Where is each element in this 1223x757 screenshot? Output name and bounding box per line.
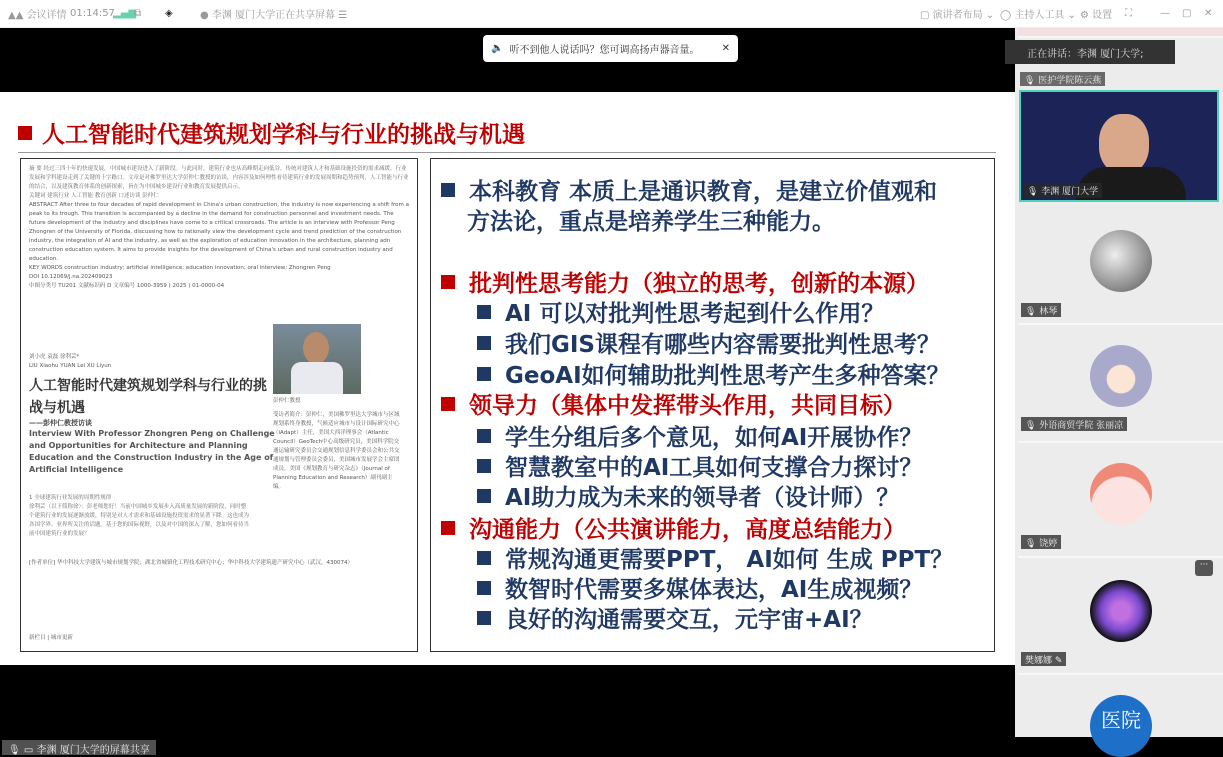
slide-bullet xyxy=(441,387,906,420)
keywords-en: KEY WORDS construction industry; artificial intelligence; education innovation; oral interview; Zhongren Peng xyxy=(29,265,331,271)
layout-button[interactable]: ▢ 演讲者布局 ⌄ xyxy=(920,10,995,21)
body-text: 徐利芸（以下简称徐）：彭老师您好！当前中国城乡发展步入高质量发展的新阶段，同时整个建筑行业的发展逐渐放缓，特别是对人才需求和基础设施投资需求的显著下降。这也成为各国学界、业界所关注的话题。基于您的国际视野，以及对中国的深入了解，您如何看待当前中国建筑行业的发展？ xyxy=(29,504,250,537)
paper-title-cn: 人工智能时代建筑规划学科与行业的挑战与机遇 xyxy=(29,378,267,416)
top-toolbar xyxy=(0,0,1223,28)
sharer-label: 🎙 ▭ 李渊 厦门大学的屏幕共享 xyxy=(2,740,156,755)
bullet-text: 我们GIS课程有哪些内容需要批判性思考？ xyxy=(505,332,941,358)
keywords-cn: 关键词 建筑行业 人工智能 教育创新 口述访谈 彭仲仁 xyxy=(29,193,159,199)
bullet-text: 批判性思考能力（独立的思考，创新的本源） xyxy=(469,271,929,297)
speaker-icon: 🔈 xyxy=(491,43,504,54)
avatar xyxy=(1090,580,1152,642)
bullet-square-icon xyxy=(441,397,455,411)
participant-name: 樊娜娜 ✎ xyxy=(1021,652,1066,666)
slide xyxy=(0,92,1015,665)
bullet-text: 数智时代需要多媒体表达，AI生成视频？ xyxy=(505,577,923,603)
bullet-text: GeoAI如何辅助批判性思考产生多种答案？ xyxy=(505,363,950,389)
bullet-text: AI 可以对批判性思考起到什么作用？ xyxy=(505,301,885,327)
meeting-info-button[interactable]: ▲▲ 会议详情 xyxy=(8,10,67,21)
bullet-square-icon xyxy=(477,581,491,595)
slide-bullet xyxy=(441,265,929,298)
slide-title: 人工智能时代建筑规划学科与行业的挑战与机遇 xyxy=(18,116,525,149)
bullet-text: 本科教育 本质上是通识教育，是建立价值观和 xyxy=(469,179,938,205)
participant-name: 🎙 饶婷 xyxy=(1021,535,1061,549)
settings-button[interactable]: ⚙ 设置 xyxy=(1080,10,1113,21)
classification: 中图分类号 TU201 文献标识码 D 文章编号 1000-3959 ( 2025 ) 01-0000-04 xyxy=(29,283,225,289)
bullet-box xyxy=(430,158,995,652)
authors-en: LIU Xiaohu YUAN Lei XU Liyun xyxy=(29,363,112,369)
volume-toast xyxy=(483,35,738,62)
bullet-square-icon xyxy=(477,489,491,503)
participant-tile-top xyxy=(1018,28,1223,38)
popout-icon[interactable]: ⧉ xyxy=(134,8,142,19)
avatar xyxy=(1090,463,1152,525)
avatar: 医院 xyxy=(1090,695,1152,757)
slide-bullet xyxy=(441,511,906,544)
bullet-square-icon xyxy=(477,336,491,350)
bullet-text: 常规沟通更需要PPT， AI如何 生成 PPT？ xyxy=(505,547,954,573)
section-heading: 1 全球建筑行业发展的周期性规律 xyxy=(29,495,112,501)
slide-bullet xyxy=(477,541,953,574)
screen-share-area xyxy=(0,28,1015,756)
slide-bullet xyxy=(441,173,937,206)
paper-title-en: Interview With Professor Zhongren Peng on Challenge and Opportunities for Architecture and Planning Education and the Construction Industry in the Age of Artificial Intelligence xyxy=(29,429,275,474)
slide-bullet xyxy=(477,326,940,359)
video-name-tag: 🎙 李渊 厦门大学 xyxy=(1023,183,1102,198)
slide-bullet xyxy=(477,571,922,604)
authors-cn: 刘小虎 袁磊 徐利芸* xyxy=(29,354,80,360)
active-speaker-video[interactable] xyxy=(1019,90,1219,202)
bullet-text: 良好的沟通需要交互，元宇宙+AI？ xyxy=(505,607,873,633)
abstract-cn: 摘 要 经过三四十年的快速发展，中国城市建设进入了新阶段。与此同时，建筑行业也从高峰期走向低谷，传统对建筑人才和基础设施投资的需求减缓。行业发展和学科建设走到了关键的十字路口。文章是对佛罗里达大学彭仲仁教授的访谈，内容涉及如何理性看待建筑行业的发展周期和趋势预判，人工智能与行业的结合，以及建筑教育体系的创新探索，旨在为中国城乡建设行业和教育发展提供启示。 xyxy=(29,166,409,190)
bullet-square-icon xyxy=(441,183,455,197)
bullet-text: AI助力成为未来的领导者（设计师）？ xyxy=(505,485,900,511)
participant-tag: 🎙 医护学院陈云燕 xyxy=(1020,72,1105,86)
doi: DOI 10.12069/j.na.202409023 xyxy=(29,274,113,280)
signal-icon: ▂▄▆ xyxy=(113,8,137,19)
slide-bullet xyxy=(477,295,884,328)
bullet-square-icon xyxy=(477,551,491,565)
slide-bullet xyxy=(477,449,922,482)
toast-text: 听不到他人说话吗？您可调高扬声器音量。 xyxy=(509,45,700,56)
column-label: 新栏目 | 城市更新 xyxy=(29,635,73,641)
professor-photo xyxy=(273,324,361,394)
more-options-icon[interactable]: ··· xyxy=(1195,560,1213,576)
participant-name: 🎙 林琴 xyxy=(1021,303,1061,317)
speaking-indicator: 正在讲话：李渊 厦门大学; xyxy=(1005,40,1175,64)
slide-bullet xyxy=(477,479,899,512)
participant-tile[interactable] xyxy=(1018,558,1223,675)
bullet-text: 领导力（集体中发挥带头作用，共同目标） xyxy=(469,393,906,419)
fullscreen-icon[interactable]: ⛶ xyxy=(1125,8,1132,19)
slide-bullet xyxy=(477,601,873,634)
participant-tile[interactable] xyxy=(1018,675,1223,737)
meeting-timer: 01:14:57 xyxy=(70,8,115,19)
slide-bullet xyxy=(467,203,835,236)
maximize-icon[interactable]: ▢ xyxy=(1182,8,1192,19)
bullet-square-icon xyxy=(441,275,455,289)
paper-subtitle: ——彭仲仁教授访谈 xyxy=(29,419,92,427)
divider xyxy=(18,152,996,153)
paper-image xyxy=(20,158,418,652)
participant-name: 🎙 外语商贸学院 张丽凉 xyxy=(1021,417,1127,431)
translate-icon[interactable]: ◈ xyxy=(165,8,173,19)
participant-tile[interactable] xyxy=(1018,205,1223,325)
slide-bullet xyxy=(477,419,922,452)
photo-caption: 彭仲仁教授 xyxy=(273,398,301,404)
bullet-text: 学生分组后多个意见，如何AI开展协作？ xyxy=(505,425,923,451)
bullet-square-icon xyxy=(477,367,491,381)
slide-bullet xyxy=(477,357,950,390)
participant-tile[interactable] xyxy=(1018,443,1223,558)
bio: 受访者简介：彭仲仁，美国佛罗里达大学城市与区域规划系终身教授，气候适应城市与设计国际研究中心（iAdapt）主任，美国大西洋理事会（Atlantic Council）GeoTech中心高级研究员，美国科学院交通运输研究委员会交通规划信息科学委员会和公共交通规划与管理委员会委员，美国城市发展学会主席团成员，美国《规划教育与研究杂志》（Journal of Planning Education and Research）副刊副主编。 xyxy=(273,412,400,490)
bullet-square-icon xyxy=(477,611,491,625)
bullet-square-icon xyxy=(477,305,491,319)
abstract-en: ABSTRACT After three to four decades of rapid development in China's urban construction, the industry is now experiencing a shift from a peak to its trough. This transition is accompanied by a decline in the demand for construction personnel and investment needs. The future development of the industry and disciplines have come to a critical crossroads. The article is an interview with Professor Peng Zhongren of the University of Florida, discussing how to rationally view the development cycle and trend prediction of the construction industry, the integration of AI and the industry, as well as the exploration of education innovation in the architecture, planning adn construction education system. It aims to provide insights for the development of China's urban and rural construction industry and education. xyxy=(29,202,409,262)
participant-tile[interactable] xyxy=(1018,325,1223,443)
bullet-text: 方法论，重点是培养学生三种能力。 xyxy=(467,209,835,235)
speaker-face xyxy=(1099,114,1149,174)
avatar xyxy=(1090,230,1152,292)
close-icon[interactable]: ✕ xyxy=(1204,8,1213,19)
minimize-icon[interactable]: — xyxy=(1160,8,1170,19)
bullet-square-icon xyxy=(441,521,455,535)
host-tools-button[interactable]: ◯ 主持人工具 ⌄ xyxy=(1000,10,1076,21)
bullet-square-icon xyxy=(477,459,491,473)
avatar xyxy=(1090,345,1152,407)
paper-body xyxy=(29,494,249,539)
toast-close-icon[interactable]: ✕ xyxy=(721,43,730,54)
bullet-text: 智慧教室中的AI工具如何支撑合力探讨？ xyxy=(505,455,923,481)
bullet-square-icon xyxy=(477,429,491,443)
bullet-text: 沟通能力（公共演讲能力，高度总结能力） xyxy=(469,517,906,543)
paper-footer: [作者单位] 华中科技大学建筑与城市规划学院；湖北省城镇化工程技术研究中心；华中科技大学建筑遗产研究中心（武汉，430074） xyxy=(29,560,354,566)
sharing-status: ● 李渊 厦门大学正在共享屏幕 ☰ xyxy=(200,10,348,21)
